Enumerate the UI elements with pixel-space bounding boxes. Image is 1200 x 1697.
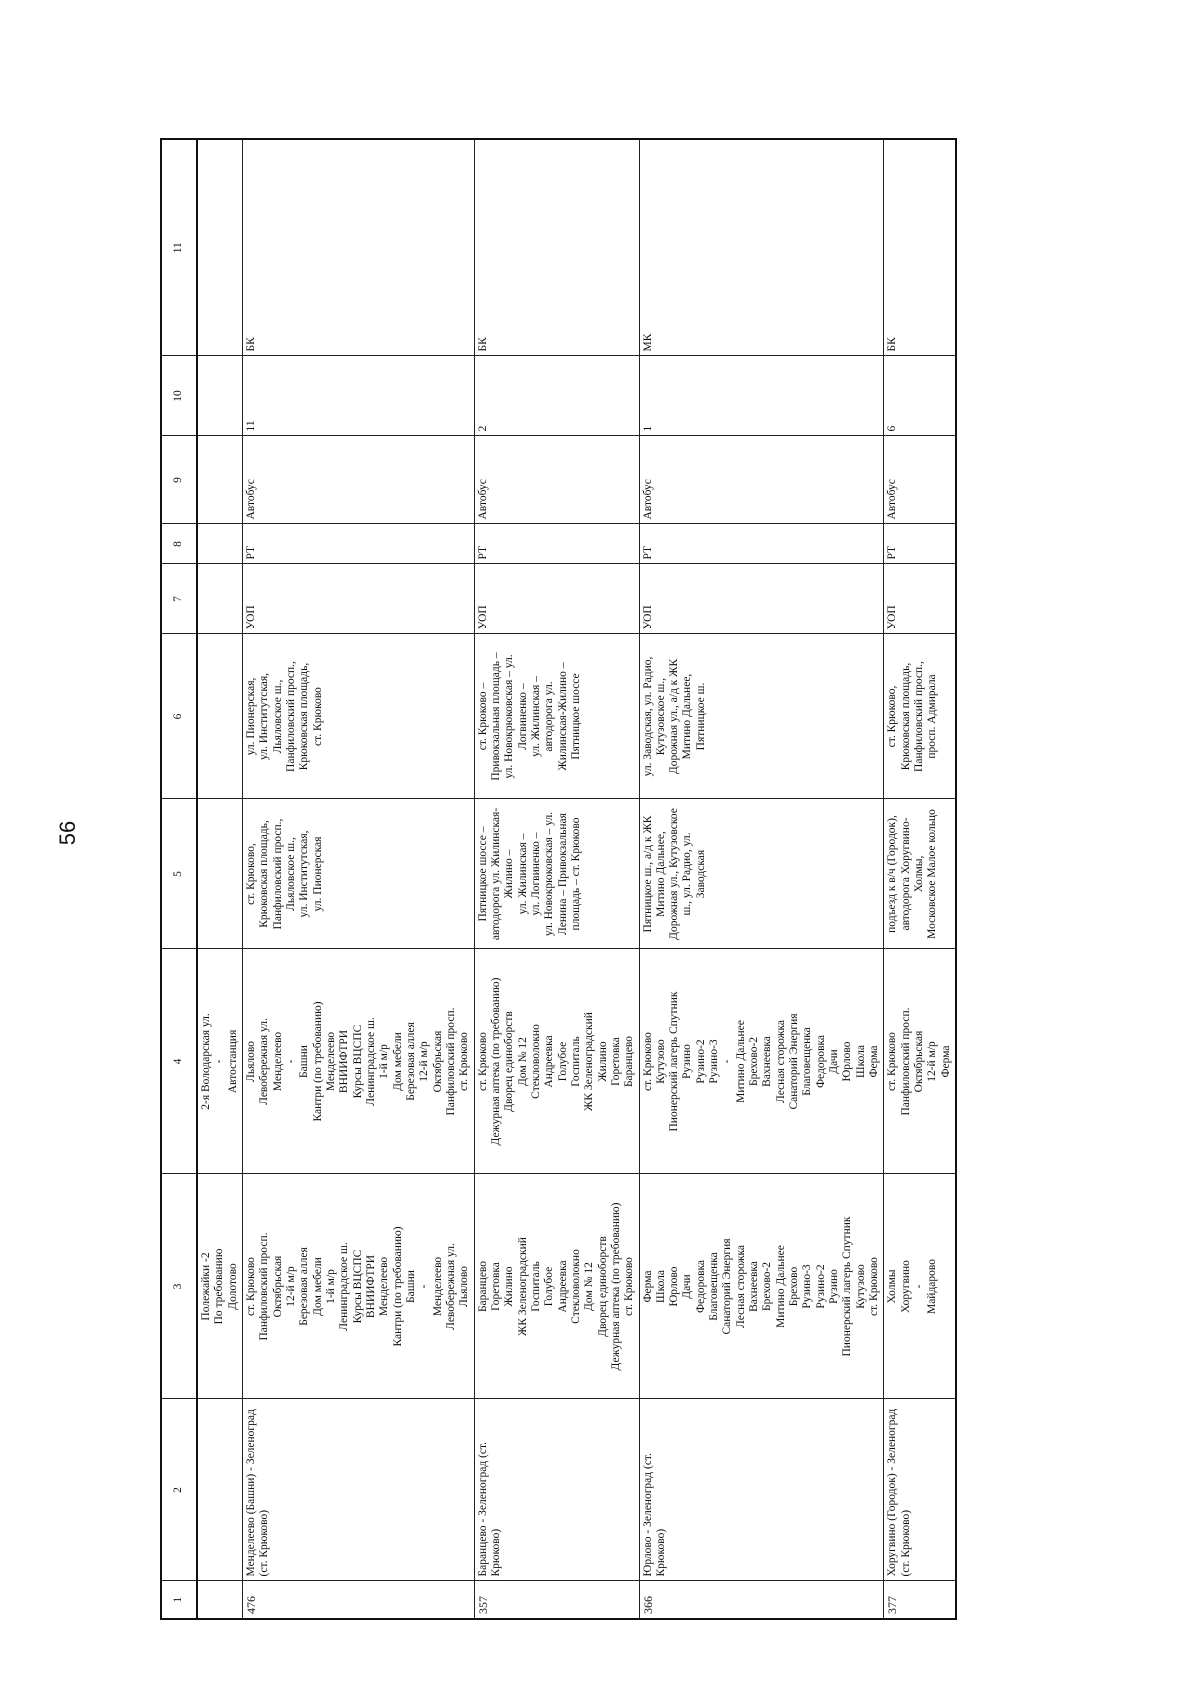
stops-backward-line: Жилино [596,1041,609,1082]
stops-forward-line: Горетовка [489,1262,502,1311]
stops-forward-line: Баранцево [476,1260,489,1313]
stops-forward-line: Левобережная ул. [444,1243,457,1330]
streets-backward-line: просп. Адмирала [926,674,939,759]
stops-backward-line: 1-й м/р [378,1044,391,1079]
stops-backward [884,949,956,1174]
stops-backward-line: Баранцево [623,1035,636,1088]
streets-backward-line: ст. Крюково [311,687,324,746]
stops-backward-line: Дом № 12 [516,1037,529,1086]
streets-forward-line: Ленина – Привокзальная [556,813,569,935]
streets-forward-line: ст. Крюково, [244,843,257,905]
stops-forward-line: ВНИИФТРИ [364,1254,377,1319]
stops-forward-line: Кутузово [854,1264,867,1309]
stops-backward-line: Рузино-3 [708,1039,721,1084]
stops-forward-line: Жилино [503,1266,516,1307]
route-number: 377 [884,1581,956,1619]
stops-forward-line: Курсы ВЦСПС [351,1249,364,1324]
streets-forward [639,799,884,949]
stops-backward-line: Дом мебели [391,1032,404,1091]
streets-forward-line: Митино Дальнее, [654,831,667,917]
stops-backward-line: ст. Крюково [476,1032,489,1091]
stops-backward-line: Рузино-2 [694,1039,707,1084]
streets-forward-line: Холмы, [913,855,926,893]
stops-forward-line: Лесная сторожка [734,1244,747,1329]
streets-backward [639,634,884,799]
stops-forward-line: ст. Крюково [868,1257,881,1316]
stops-forward-line: Брехово [788,1266,801,1307]
stops-backward-line: Ферма [868,1045,881,1078]
streets-forward-line: Заводская [694,849,707,899]
stops-backward-line: Кантри (по требованию) [311,1001,324,1122]
route-row [639,139,884,1619]
stops-backward-line: Менделеево [324,1031,337,1092]
vehicle-type: Автобус [242,436,474,524]
vehicle-count: 6 [884,356,956,436]
streets-backward-line: Льяловское ш., [271,679,284,754]
streets-forward [884,799,956,949]
stops-forward-line: Вахнеевка [748,1261,761,1312]
stops-backward-line: Лесная сторожка [774,1019,787,1104]
route-number: 357 [474,1581,639,1619]
col-header-1: 1 [161,1581,197,1619]
stops-forward-line: Рузино [828,1269,841,1304]
stops-forward [474,1174,639,1399]
vehicle-count: 2 [474,356,639,436]
stops-backward-line: Ферма [939,1045,952,1078]
streets-forward [474,799,639,949]
stops-forward-line: 1-й м/р [324,1269,337,1304]
streets-forward-line: Дорожная ул., Кутузовское [668,808,681,940]
stops-forward-line: Рузино-3 [801,1264,814,1309]
col-header-10: 10 [161,356,197,436]
streets-forward-line: Пятницкое ш., а/д к ЖК [641,815,654,933]
stops-forward-line: Дачи [681,1274,694,1299]
page-number: 56 [55,820,80,846]
cont-stops-fwd: Полежайки -2 По требованию Долотово [197,1174,242,1399]
stops-backward-line: Дачи [828,1049,841,1074]
stops-backward-line: Вахнеевка [761,1036,774,1087]
col-header-6: 6 [161,634,197,799]
vehicle-type: Автобус [639,436,884,524]
stops-backward-line: Дежурная аптека (по требованию) [489,977,502,1146]
tariff-type: РТ [242,524,474,564]
streets-backward-line: ул. Пионерская, [244,677,257,756]
stops-backward-line: - [284,1059,297,1064]
stops-forward-line: Дворец единоборств [596,1236,609,1337]
tariff-type: РТ [884,524,956,564]
stops-backward-line: Митино Дальнее [734,1020,747,1103]
streets-backward-line: Кутузовское ш., [654,677,667,756]
streets-backward-line: ул. Новокрюковская – ул. [503,654,516,779]
stops-forward-line: Ферма [641,1270,654,1303]
rotated-page [160,60,1120,1620]
stops-backward-line: Санаторий Энергия [788,1013,801,1110]
vehicle-count: 1 [639,356,884,436]
stops-forward-line: ЖК Зеленоградский [516,1237,529,1336]
route-name: Менделеево (Башни) - Зеленоград (ст. Крюково) [242,1399,474,1581]
col-header-4: 4 [161,949,197,1174]
stops-backward-line: Дворец единоборств [503,1011,516,1112]
streets-forward-line: ул. Жилинская – [516,833,529,915]
route-name: Баранцево - Зеленоград (ст. Крюково) [474,1399,639,1581]
routes-table [160,138,957,1620]
stops-backward-line: ст. Крюково [886,1032,899,1091]
stops-backward-line: Менделеево [271,1031,284,1092]
route-row [884,139,956,1619]
stops-forward-line: Андреевка [556,1260,569,1313]
stops-backward-line: Кутузово [654,1039,667,1084]
stops-backward-line: ЖК Зеленоградский [583,1012,596,1111]
streets-backward-line: Панфиловский просп., [913,661,926,772]
stops-forward [639,1174,884,1399]
stops-backward-line: Брехово-2 [748,1036,761,1087]
streets-forward-line: ул. Новокрюковская – ул. [543,811,556,937]
stops-forward-line: - [913,1284,926,1289]
streets-forward-line: Крюковская площадь, [258,820,271,928]
streets-backward [884,634,956,799]
stops-forward-line: Дежурная аптека (по требованию) [609,1202,622,1371]
route-number: 476 [242,1581,474,1619]
stops-backward-line: Октябрьская [431,1030,444,1093]
stops-forward-line: Школа [654,1269,667,1304]
stops-backward-line: Госпиталь [569,1036,582,1087]
stops-forward-line: Митино Дальнее [774,1245,787,1328]
streets-backward-line: ст. Крюково – [476,682,489,751]
stops-backward-line: Горетовка [609,1037,622,1086]
stops-forward-line: Брехово-2 [761,1261,774,1312]
stops-forward-line: Рузино-2 [814,1264,827,1309]
stops-forward-line: Госпиталь [529,1261,542,1312]
stops-forward-line: 12-й м/р [284,1266,297,1307]
stops-backward-line: - [721,1059,734,1064]
vehicle-class: БК [884,139,956,356]
streets-backward-line: ул. Институтская, [258,672,271,761]
stops-backward-line: Льялово [244,1041,257,1082]
stops-backward-line: Рузино [681,1044,694,1079]
col-header-2: 2 [161,1399,197,1581]
stops-forward-line: ст. Крюково [623,1257,636,1316]
stops-backward-line: Курсы ВЦСПС [351,1024,364,1099]
stops-backward-line: Левобережная ул. [258,1018,271,1105]
streets-forward-line: Московское Малое кольцо [926,809,939,939]
streets-backward-line: ст. Крюково, [886,685,899,748]
streets-forward-line: автодорога ул. Жилинская- [489,807,502,941]
vehicle-type: Автобус [474,436,639,524]
boarding-order: УОП [639,564,884,634]
stops-forward [884,1174,956,1399]
stops-forward-line: Башни [404,1270,417,1303]
stops-backward-line: Пионерский лагерь Спутник [668,991,681,1132]
stops-backward-line: Панфиловский просп. [899,1007,912,1116]
streets-backward-line: ул. Жилинская – [529,676,542,757]
col-header-5: 5 [161,799,197,949]
vehicle-type: Автобус [884,436,956,524]
streets-backward-line: Крюковская площадь, [298,662,311,771]
boarding-order: УОП [242,564,474,634]
streets-backward-line: Дорожная ул., а/д к ЖК [668,658,681,775]
streets-forward-line: ул. Институтская, [298,830,311,918]
stops-backward-line: Панфиловский просп. [444,1007,457,1116]
col-header-11: 11 [161,139,197,356]
stops-backward-line: ВНИИФТРИ [338,1029,351,1094]
streets-forward-line: ул. Пионерская [311,836,324,912]
streets-forward-line: Пятницкое шоссе – [476,826,489,922]
stops-forward-line: Панфиловский просп. [258,1232,271,1341]
route-name: Хоругвино (Городок) - Зеленоград (ст. Крюково) [884,1399,956,1581]
stops-forward-line: - [418,1284,431,1289]
stops-backward-line: Юрлово [841,1041,854,1082]
col-header-7: 7 [161,564,197,634]
stops-forward-line: Юрлово [668,1266,681,1307]
vehicle-class: МК [639,139,884,356]
stops-forward-line: Голубое [543,1266,556,1307]
stops-forward-line: Льялово [458,1266,471,1307]
stops-backward-line: Федоровка [814,1034,827,1089]
streets-backward-line: ул. Заводская, ул. Радио, [641,656,654,777]
streets-backward-line: автодорога ул. [543,681,556,752]
stops-forward-line: Хоругвино [899,1260,912,1313]
stops-backward-line: Ленинградское ш. [364,1017,377,1106]
streets-forward-line: Жилино – [503,849,516,899]
streets-forward-line: Льяловское ш., [284,837,297,911]
stops-backward [639,949,884,1174]
stops-backward-line: Благовещенка [801,1027,814,1096]
stops-forward-line: Федоровка [694,1259,707,1314]
tariff-type: РТ [474,524,639,564]
header-row [161,139,197,1619]
stops-backward-line: Березовая аллея [404,1022,417,1101]
streets-forward-line: площадь – ст. Крюково [569,817,582,931]
streets-forward-line: автодорога Хоругвино- [899,817,912,931]
stops-forward-line: Дом мебели [311,1257,324,1316]
streets-backward [242,634,474,799]
stops-forward-line: Менделеево [431,1256,444,1317]
stops-forward-line: Менделеево [378,1256,391,1317]
route-row [242,139,474,1619]
streets-backward-line: Привокзальная площадь – [489,652,502,781]
stops-forward-line: Стекловолокно [569,1249,582,1324]
boarding-order: УОП [884,564,956,634]
streets-forward-line: подъезд к в/ч (Городок), [886,815,899,933]
streets-backward-line: Крюковская площадь, [899,662,912,771]
stops-backward-line: ст. Крюково [458,1032,471,1091]
tariff-type: РТ [639,524,884,564]
streets-backward-line: Пятницкое ш. [694,682,707,751]
cont-stops-back: 2-я Володарская ул. - Автостанция [197,949,242,1174]
route-number: 366 [639,1581,884,1619]
streets-forward [242,799,474,949]
vehicle-class: БК [474,139,639,356]
stops-backward-line: Голубое [556,1041,569,1082]
stops-backward-line: 12-й м/р [418,1041,431,1082]
streets-backward-line: Панфиловский просп., [284,661,297,772]
route-name: Юрлово - Зеленоград (ст. Крюково) [639,1399,884,1581]
boarding-order: УОП [474,564,639,634]
stops-forward-line: ст. Крюково [244,1257,257,1316]
stops-forward-line: Дом № 12 [583,1262,596,1311]
route-row [474,139,639,1619]
col-header-9: 9 [161,436,197,524]
vehicle-count: 11 [242,356,474,436]
stops-backward-line: Октябрьская [913,1030,926,1093]
streets-backward [474,634,639,799]
stops-backward-line: Башни [298,1045,311,1078]
stops-backward-line: Андреевка [543,1035,556,1088]
stops-forward-line: Пионерский лагерь Спутник [841,1216,854,1357]
col-header-8: 8 [161,524,197,564]
vehicle-class: БК [242,139,474,356]
stops-forward-line: Благовещенка [708,1252,721,1321]
stops-backward [242,949,474,1174]
continuation-row [197,139,242,1619]
streets-backward-line: Пятницкое шоссе [569,673,582,760]
stops-backward-line: 12-й м/р [926,1041,939,1082]
stops-forward-line: Березовая аллея [298,1247,311,1326]
col-header-3: 3 [161,1174,197,1399]
streets-backward-line: Логвиненко – [516,683,529,750]
stops-forward [242,1174,474,1399]
stops-forward-line: Санаторий Энергия [721,1238,734,1335]
stops-forward-line: Ленинградское ш. [338,1242,351,1331]
streets-forward-line: ш., ул. Радио, ул. [681,832,694,916]
streets-forward-line: Панфиловский просп., [271,818,284,930]
stops-forward-line: Кантри (по требованию) [391,1226,404,1347]
stops-forward-line: Холмы [886,1269,899,1304]
stops-forward-line: Майдарово [926,1258,939,1315]
streets-forward-line: ул. Логвиненко – [529,832,542,916]
stops-backward-line: Стекловолокно [529,1024,542,1099]
stops-backward-line: ст. Крюково [641,1032,654,1091]
streets-backward-line: Митино Дальнее, [681,673,694,760]
streets-backward-line: Жилинская-Жилино – [556,662,569,771]
stops-forward-line: Октябрьская [271,1255,284,1318]
stops-backward-line: Школа [854,1044,867,1079]
stops-backward [474,949,639,1174]
